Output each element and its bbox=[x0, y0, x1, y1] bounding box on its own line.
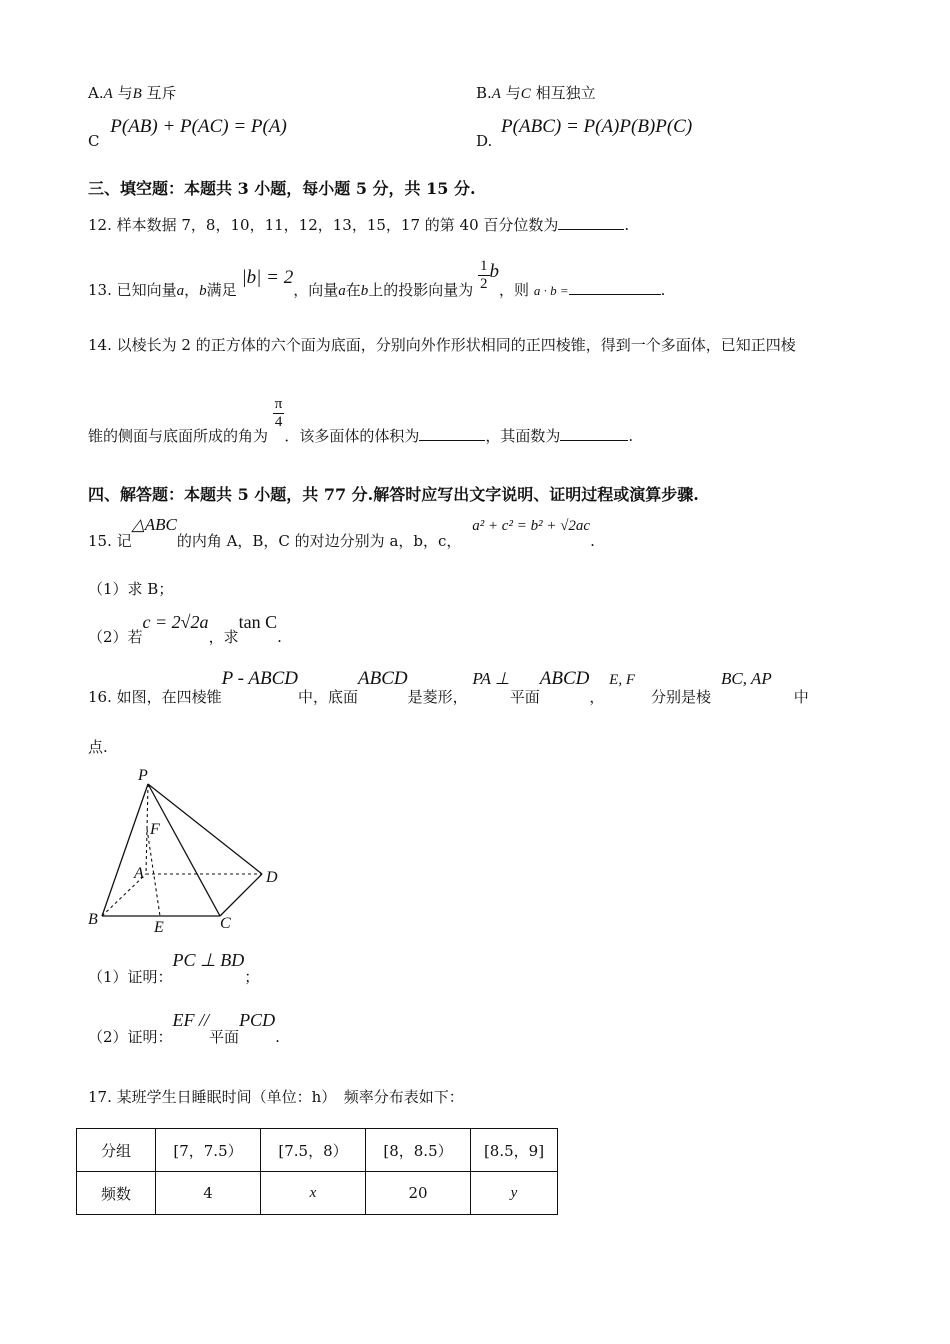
q15-part2: （2）若c = 2√2a，求tan C. bbox=[88, 612, 282, 646]
q12: 12. 样本数据 7，8，10，11，12，13，15，17 的第 40 百分位数为 . bbox=[88, 216, 630, 234]
option-a: A.A 与B 互斥 bbox=[88, 84, 177, 102]
label-p: P bbox=[138, 767, 148, 784]
table-cell: [7，7.5） bbox=[156, 1129, 261, 1172]
table-cell: 4 bbox=[156, 1172, 261, 1215]
table-row bbox=[77, 1172, 558, 1215]
option-c: C P(AB) + P(AC) = P(A) bbox=[88, 116, 287, 150]
section3-title: 三、填空题：本题共 3 小题，每小题 5 分，共 15 分. bbox=[88, 179, 476, 198]
section4-title: 四、解答题：本题共 5 小题，共 77 分.解答时应写出文字说明、证明过程或演算步骤. bbox=[88, 485, 699, 504]
table-cell: [8，8.5） bbox=[366, 1129, 471, 1172]
table-cell: x bbox=[261, 1172, 366, 1215]
q16-part1: （1）证明：PC ⊥ BD； bbox=[88, 950, 260, 986]
table-cell: y bbox=[471, 1172, 558, 1215]
q17: 17. 某班学生日睡眠时间（单位：h） 频率分布表如下： bbox=[88, 1088, 464, 1106]
table-cell: 频数 bbox=[77, 1172, 156, 1215]
option-b: B.A 与C 相互独立 bbox=[476, 84, 596, 102]
label-e: E bbox=[154, 919, 164, 936]
table-cell: 分组 bbox=[77, 1129, 156, 1172]
label-b: B bbox=[88, 911, 98, 928]
q14-line2: 锥的侧面与底面所成的角为 $\frac{\pi}{4}$ ．该多面体的体积为 ，其面数为 . bbox=[88, 396, 634, 445]
table-row bbox=[77, 1129, 558, 1172]
q16-line2: 点. bbox=[88, 738, 108, 756]
table-cell: 20 bbox=[366, 1172, 471, 1215]
q15-part1: （1）求 B； bbox=[88, 580, 174, 598]
q13: 13. 已知向量a，b满足 |b| = 2，向量a在b上的投影向量为 $\frac{1}{2}$ b，则 a · b = . bbox=[88, 258, 666, 299]
label-f: F bbox=[150, 821, 160, 838]
q15: 15. 记△ABC的内角 A，B，C 的对边分别为 a，b，c， a² + c² = b² + √2ac. bbox=[88, 515, 595, 550]
table-cell: [7.5，8） bbox=[261, 1129, 366, 1172]
frequency-table bbox=[76, 1128, 558, 1215]
q16-part2: （2）证明：EF //平面PCD. bbox=[88, 1010, 280, 1046]
table-cell: [8.5，9] bbox=[471, 1129, 558, 1172]
q16: 16. 如图，在四棱锥P - ABCD中，底面ABCD是菱形， PA ⊥平面ABCD， E, F分别是棱BC, AP中 bbox=[88, 668, 809, 706]
q14-line1: 14. 以棱长为 2 的正方体的六个面为底面，分别向外作形状相同的正四棱锥，得到一个多面体，已知正四棱 bbox=[88, 336, 796, 354]
label-d: D bbox=[266, 869, 278, 886]
pyramid-figure bbox=[80, 766, 300, 942]
label-a: A bbox=[134, 865, 144, 882]
option-d: D. P(ABC) = P(A)P(B)P(C) bbox=[476, 116, 693, 150]
label-c: C bbox=[220, 915, 231, 932]
